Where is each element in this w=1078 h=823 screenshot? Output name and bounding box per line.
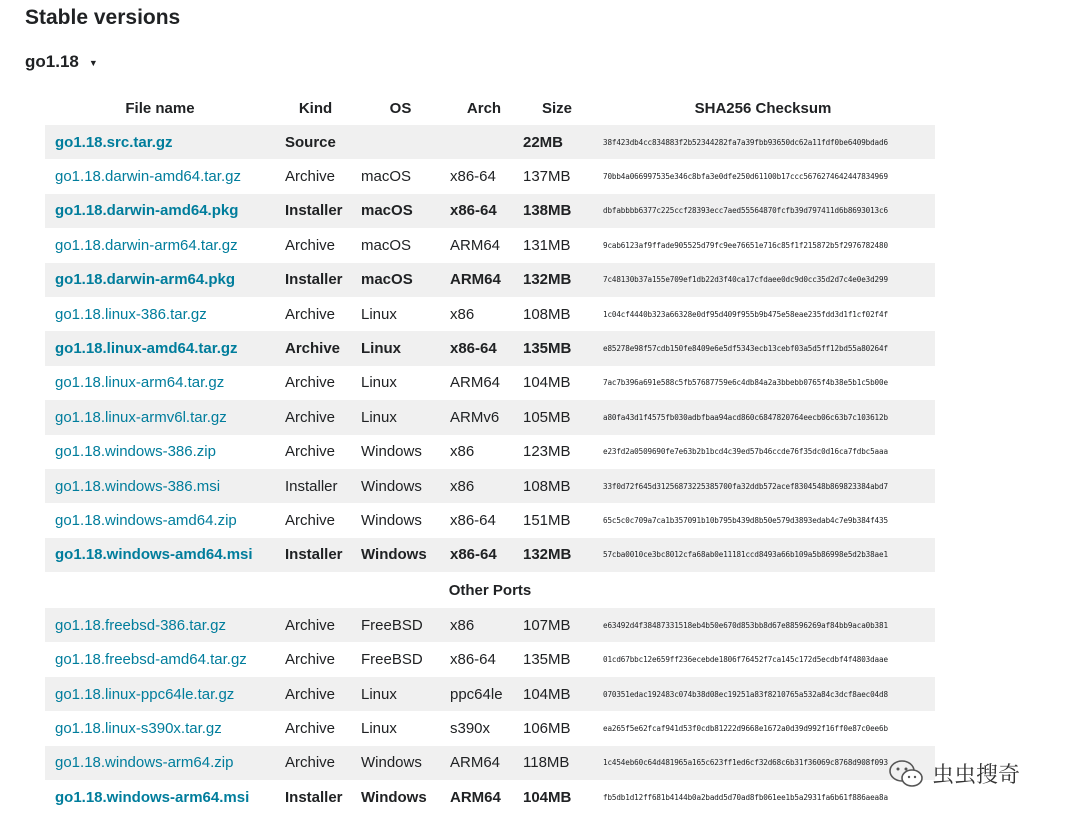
file-name-cell xyxy=(45,538,275,572)
checksum-cell: a80fa43d1f4575fb030adbfbaa94acd860c6847820764eecb06c63b7c103612b xyxy=(591,400,935,434)
download-link[interactable]: go1.18.windows-amd64.msi xyxy=(55,546,253,564)
file-name-cell xyxy=(45,503,275,537)
os-cell: Linux xyxy=(356,331,445,365)
kind-cell: Archive xyxy=(275,331,356,365)
download-link[interactable]: go1.18.linux-386.tar.gz xyxy=(55,305,207,323)
kind-cell: Archive xyxy=(275,746,356,780)
size-cell: 138MB xyxy=(523,194,591,228)
download-link[interactable]: go1.18.darwin-amd64.tar.gz xyxy=(55,168,241,186)
version-toggle[interactable] xyxy=(25,52,98,72)
size-cell: 132MB xyxy=(523,538,591,572)
checksum-cell: 38f423db4cc834883f2b52344282fa7a39fbb93650dc62a11fdf0be6409bdad6 xyxy=(591,125,935,159)
os-cell: Windows xyxy=(361,511,422,529)
download-link[interactable]: go1.18.windows-arm64.msi xyxy=(55,788,250,806)
kind-cell: Source xyxy=(275,125,356,159)
size-cell: 132MB xyxy=(523,263,591,297)
kind-cell: Archive xyxy=(285,305,336,323)
os-cell: FreeBSD xyxy=(361,651,423,669)
download-link[interactable]: go1.18.windows-386.msi xyxy=(55,477,221,495)
column-header-kind: Kind xyxy=(298,99,333,117)
download-link[interactable]: go1.18.linux-amd64.tar.gz xyxy=(55,340,238,358)
os-cell: Linux xyxy=(361,305,397,323)
os-cell: Windows xyxy=(361,788,427,806)
arch-cell: x86-64 xyxy=(445,331,523,365)
download-link[interactable]: go1.18.linux-ppc64le.tar.gz xyxy=(55,685,235,703)
table-row xyxy=(45,677,935,711)
arch-cell: s390x xyxy=(450,719,491,737)
table-row xyxy=(45,469,935,503)
checksum-cell: dbfabbbb6377c225ccf28393ecc7aed55564870fcfb39d797411d6b8693013c6 xyxy=(591,194,935,228)
arch-cell: x86-64 xyxy=(445,194,523,228)
table-row xyxy=(45,331,935,365)
file-name-cell xyxy=(45,469,275,503)
os-cell: Linux xyxy=(361,374,397,392)
table-header-row xyxy=(45,91,935,125)
checksum-cell: 1c04cf4440b323a66328e0df95d409f955b9b475e58eae235fdd3d1f1cf02f4f xyxy=(603,309,888,319)
kind-cell: Archive xyxy=(285,511,336,529)
file-name-cell xyxy=(45,194,275,228)
file-name-cell xyxy=(45,297,275,331)
download-link[interactable]: go1.18.linux-armv6l.tar.gz xyxy=(55,408,227,426)
size-cell: 151MB xyxy=(523,511,571,529)
column-header-checksum: SHA256 Checksum xyxy=(694,99,832,117)
stable-files-body xyxy=(45,125,935,572)
os-cell xyxy=(356,125,445,159)
table-row xyxy=(45,228,935,262)
checksum-cell: 9cab6123af9ffade905525d79fc9ee76651e716c85f1f215872b5f2976782480 xyxy=(603,240,888,250)
os-cell: Windows xyxy=(356,469,445,503)
other-ports-heading: Other Ports xyxy=(45,572,935,608)
size-cell: 108MB xyxy=(523,469,591,503)
file-name-cell xyxy=(45,677,275,711)
kind-cell: Installer xyxy=(275,194,356,228)
file-name-cell xyxy=(45,331,275,365)
download-link[interactable]: go1.18.windows-amd64.zip xyxy=(55,511,237,529)
table-row xyxy=(45,503,935,537)
arch-cell: ARM64 xyxy=(450,788,501,806)
arch-cell: ppc64le xyxy=(445,677,523,711)
file-name-cell xyxy=(45,642,275,676)
size-cell: 104MB xyxy=(523,788,572,806)
arch-cell: ARM64 xyxy=(450,374,501,392)
kind-cell: Archive xyxy=(275,608,356,642)
file-name-cell xyxy=(45,400,275,434)
download-link[interactable]: go1.18.freebsd-amd64.tar.gz xyxy=(55,651,247,669)
os-cell: macOS xyxy=(361,236,412,254)
checksum-cell: 070351edac192483c074b38d08ec19251a83f8210765a532a84c3dcf8aec04d8 xyxy=(591,677,935,711)
table-row xyxy=(45,125,935,159)
kind-cell: Archive xyxy=(285,236,336,254)
download-link[interactable]: go1.18.darwin-arm64.pkg xyxy=(55,271,236,289)
checksum-cell: e85278e98f57cdb150fe8409e6e5df5343ecb13cebf03a5d5ff12bd55a80264f xyxy=(591,331,935,365)
table-row xyxy=(45,400,935,434)
column-header-os: OS xyxy=(389,99,412,117)
arch-cell: x86-64 xyxy=(450,511,496,529)
download-link[interactable]: go1.18.darwin-amd64.pkg xyxy=(55,202,239,220)
checksum-cell: e23fd2a0509690fe7e63b2b1bcd4c39ed57b46ccde76f35dc0d16ca7fdbc5aaa xyxy=(603,447,888,457)
size-cell: 104MB xyxy=(523,374,571,392)
arch-cell: ARM64 xyxy=(450,236,501,254)
table-row xyxy=(45,642,935,676)
size-cell: 118MB xyxy=(523,746,591,780)
checksum-cell: 33f0d72f645d31256873225385700fa32ddb572acef8304548b869823384abd7 xyxy=(591,469,935,503)
size-cell: 108MB xyxy=(523,305,571,323)
arch-cell: x86-64 xyxy=(445,538,523,572)
kind-cell: Archive xyxy=(285,719,336,737)
checksum-cell: 70bb4a066997535e346c8bfa3e0dfe250d61100b17ccc5676274642447834969 xyxy=(603,172,888,182)
kind-cell: Installer xyxy=(275,469,356,503)
arch-cell: x86 xyxy=(450,305,475,323)
file-name-cell xyxy=(45,608,275,642)
kind-cell: Installer xyxy=(275,263,356,297)
file-name-cell xyxy=(45,159,275,193)
file-name-cell xyxy=(45,366,275,400)
other-ports-heading-row xyxy=(45,572,935,608)
download-link[interactable]: go1.18.src.tar.gz xyxy=(55,133,173,151)
download-link[interactable]: go1.18.windows-386.zip xyxy=(55,443,216,461)
table-row xyxy=(45,711,935,745)
checksum-cell: 7c48130b37a155e709ef1db22d3f40ca17cfdaee0dc9d0cc35d2d7c4e0e3d299 xyxy=(591,263,935,297)
download-link[interactable]: go1.18.windows-arm64.zip xyxy=(55,754,234,772)
kind-cell: Archive xyxy=(275,400,356,434)
checksum-cell: e63492d4f38487331518eb4b50e670d853bb8d67e88596269af84bb9aca0b381 xyxy=(591,608,935,642)
column-header-arch: Arch xyxy=(466,99,502,117)
os-cell: macOS xyxy=(361,168,412,186)
arch-cell: x86-64 xyxy=(450,651,496,669)
size-cell: 135MB xyxy=(523,651,571,669)
checksum-cell: fb5db1d12ff681b4144b0a2badd5d70ad8fb061ee1b5a2931fa6b61f886aea8a xyxy=(603,792,888,802)
kind-cell: Archive xyxy=(285,168,336,186)
arch-cell: ARM64 xyxy=(445,263,523,297)
download-link[interactable]: go1.18.linux-s390x.tar.gz xyxy=(55,719,222,737)
arch-cell: ARMv6 xyxy=(445,400,523,434)
size-cell: 105MB xyxy=(523,400,591,434)
table-row xyxy=(45,263,935,297)
kind-cell: Installer xyxy=(285,788,343,806)
kind-cell: Archive xyxy=(285,651,336,669)
download-link[interactable]: go1.18.darwin-arm64.tar.gz xyxy=(55,236,238,254)
checksum-cell: 7ac7b396a691e588c5fb57687759e6c4db84a2a3bbebb0765f4b38e5b1c5b00e xyxy=(603,378,888,388)
checksum-cell: 01cd67bbc12e659ff236ecebde1806f76452f7ca145c172d5ecdbf4f4803daae xyxy=(603,655,888,665)
file-name-cell xyxy=(45,746,275,780)
size-cell: 123MB xyxy=(523,443,571,461)
kind-cell: Installer xyxy=(275,538,356,572)
file-name-cell xyxy=(45,125,275,159)
arch-cell xyxy=(445,125,523,159)
version-label: go1.18 xyxy=(25,52,79,71)
os-cell: macOS xyxy=(356,194,445,228)
checksum-cell: 65c5c0c709a7ca1b357091b10b795b439d8b50e579d3893edab4c7e9b384f435 xyxy=(603,515,888,525)
checksum-cell: 57cba0010ce3bc8012cfa68ab0e11181ccd8493a66b109a5b86998e5d2b38ae1 xyxy=(591,538,935,572)
table-row xyxy=(45,608,935,642)
wechat-icon xyxy=(888,759,924,789)
table-row xyxy=(45,366,935,400)
table-row xyxy=(45,435,935,469)
kind-cell: Archive xyxy=(285,374,336,392)
download-link[interactable]: go1.18.freebsd-386.tar.gz xyxy=(55,616,226,634)
column-header-size: Size xyxy=(541,99,572,117)
size-cell: 137MB xyxy=(523,168,571,186)
arch-cell: x86-64 xyxy=(450,168,496,186)
column-header-file-name: File name xyxy=(125,99,195,117)
size-cell: 104MB xyxy=(523,677,591,711)
file-name-cell xyxy=(45,780,275,814)
table-row xyxy=(45,780,935,814)
arch-cell: ARM64 xyxy=(445,746,523,780)
downloads-table xyxy=(45,91,935,814)
size-cell: 106MB xyxy=(523,719,571,737)
os-cell: Windows xyxy=(361,443,422,461)
file-name-cell xyxy=(45,435,275,469)
checksum-cell: 1c454eb60c64d481965a165c623ff1ed6cf32d68c6b31f36069c8768d908f093 xyxy=(591,746,935,780)
table-row xyxy=(45,194,935,228)
arch-cell: x86 xyxy=(445,469,523,503)
kind-cell: Archive xyxy=(285,443,336,461)
size-cell: 22MB xyxy=(523,125,591,159)
watermark-text: 虫虫搜奇 xyxy=(932,762,1021,787)
checksum-cell: ea265f5e62fcaf941d53f0cdb81222d9668e1672a0d39d992f16ff0e87c0ee6b xyxy=(603,723,888,733)
table-row xyxy=(45,159,935,193)
os-cell: Linux xyxy=(361,719,397,737)
os-cell: Windows xyxy=(356,538,445,572)
size-cell: 107MB xyxy=(523,608,591,642)
arch-cell: x86 xyxy=(450,443,475,461)
os-cell: Linux xyxy=(356,677,445,711)
kind-cell: Archive xyxy=(275,677,356,711)
os-cell: Linux xyxy=(356,400,445,434)
arch-cell: x86 xyxy=(445,608,523,642)
os-cell: FreeBSD xyxy=(356,608,445,642)
file-name-cell xyxy=(45,263,275,297)
download-link[interactable]: go1.18.linux-arm64.tar.gz xyxy=(55,374,225,392)
triangle-down-icon: ▼ xyxy=(88,57,98,68)
table-row xyxy=(45,297,935,331)
other-ports-body xyxy=(45,608,935,814)
table-row xyxy=(45,746,935,780)
os-cell: Windows xyxy=(356,746,445,780)
file-name-cell xyxy=(45,228,275,262)
file-name-cell xyxy=(45,711,275,745)
os-cell: macOS xyxy=(356,263,445,297)
watermark xyxy=(888,758,1020,789)
page-title: Stable versions xyxy=(25,6,181,29)
size-cell: 131MB xyxy=(523,236,571,254)
size-cell: 135MB xyxy=(523,331,591,365)
table-row xyxy=(45,538,935,572)
